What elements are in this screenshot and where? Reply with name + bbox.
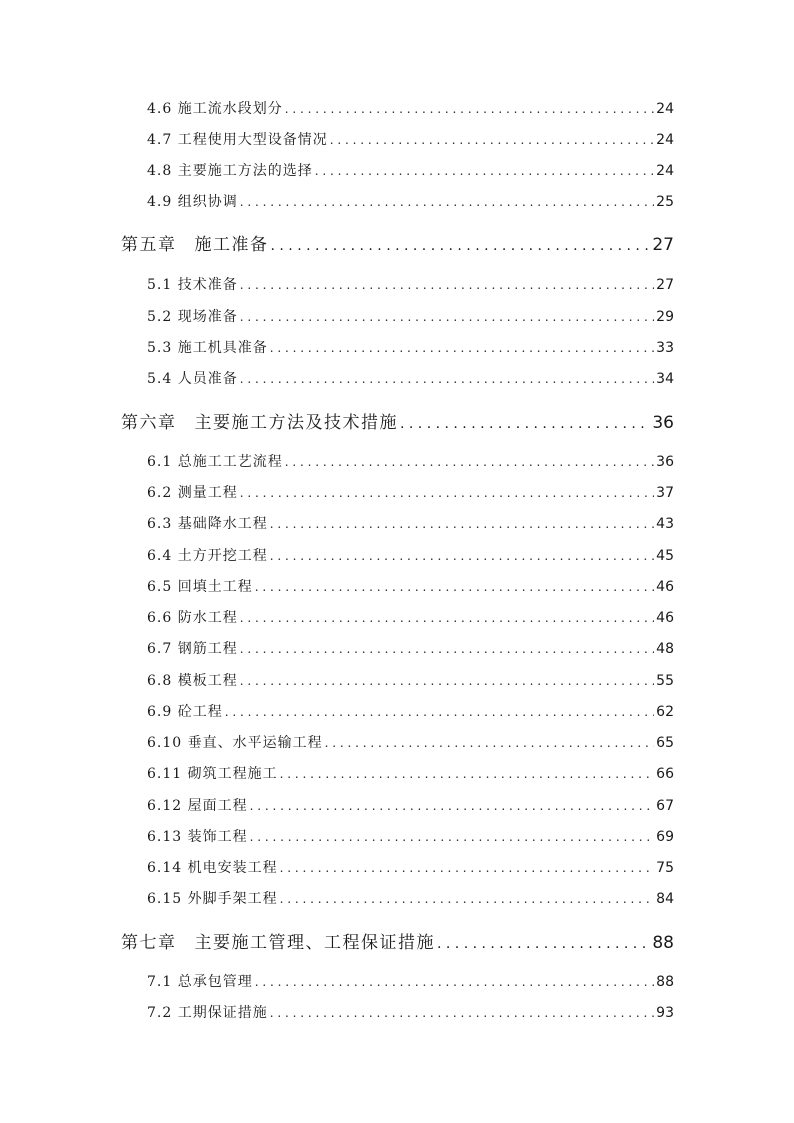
toc-entry[interactable] [147, 795, 674, 815]
dot-leader [240, 277, 654, 293]
toc-chapter-entry[interactable] [121, 230, 674, 255]
toc-page-number: 36 [652, 413, 674, 433]
toc-entry-label: 7.1 总承包管理 [147, 974, 253, 990]
toc-page-number: 46 [656, 610, 674, 626]
toc-page-number: 25 [656, 194, 674, 210]
dot-leader [250, 798, 655, 814]
toc-page-number: 66 [656, 766, 674, 782]
toc-entry[interactable] [147, 306, 674, 326]
dot-leader [325, 735, 655, 751]
toc-entry[interactable] [147, 971, 674, 991]
toc-page-number: 34 [656, 371, 674, 387]
dot-leader [285, 101, 654, 117]
toc-entry-label: 7.2 工期保证措施 [147, 1005, 268, 1021]
toc-entry-label: 6.13 装饰工程 [147, 829, 248, 845]
dot-leader [285, 454, 654, 470]
toc-entry-label: 6.14 机电安装工程 [147, 860, 278, 876]
toc-entry[interactable] [147, 826, 674, 846]
toc-chapter-label [121, 230, 269, 255]
toc-entry[interactable] [147, 732, 674, 752]
chapter-title: 主要施工管理、工程保证措施 [194, 933, 435, 953]
toc-page-number: 88 [656, 974, 674, 990]
toc-entry[interactable] [147, 888, 674, 908]
toc-entry[interactable] [147, 701, 674, 721]
toc-entry[interactable] [147, 160, 674, 180]
toc-page-number: 75 [656, 860, 674, 876]
toc-entry[interactable] [147, 1002, 674, 1022]
chapter-number: 第五章 [121, 235, 177, 255]
dot-leader [330, 132, 654, 148]
toc-page-number: 27 [652, 235, 674, 255]
toc-page-number: 27 [656, 277, 674, 293]
toc-page-number: 45 [656, 548, 674, 564]
toc-entry[interactable] [147, 638, 674, 658]
toc-chapter-label [121, 928, 435, 953]
dot-leader [225, 704, 654, 720]
dot-leader [240, 485, 654, 501]
chapter-number: 第七章 [121, 933, 177, 953]
toc-page-number: 37 [656, 485, 674, 501]
toc-page-number: 67 [656, 798, 674, 814]
dot-leader [270, 340, 654, 356]
dot-leader [437, 933, 650, 953]
toc-entry[interactable] [147, 191, 674, 211]
toc-chapter-entry[interactable] [121, 928, 674, 953]
dot-leader [250, 829, 655, 845]
toc-entry[interactable] [147, 451, 674, 471]
chapter-title: 施工准备 [194, 235, 269, 255]
dot-leader [270, 548, 654, 564]
toc-page-number: 93 [656, 1005, 674, 1021]
toc-page-number: 24 [656, 132, 674, 148]
toc-entry[interactable] [147, 670, 674, 690]
toc-entry-label: 6.8 模板工程 [147, 673, 238, 689]
toc-page-number: 33 [656, 340, 674, 356]
toc-entry-label: 6.5 回填土工程 [147, 579, 253, 595]
dot-leader [240, 371, 654, 387]
toc-entry[interactable] [147, 129, 674, 149]
toc-page-number: 43 [656, 516, 674, 532]
toc-entry-label: 6.6 防水工程 [147, 610, 238, 626]
toc-page-number: 88 [652, 933, 674, 953]
toc-page-number: 55 [656, 673, 674, 689]
dot-leader [240, 641, 654, 657]
toc-entry-label: 6.11 砌筑工程施工 [147, 766, 278, 782]
toc-entry[interactable] [147, 576, 674, 596]
toc-page-number: 65 [656, 735, 674, 751]
toc-entry-label: 6.9 砼工程 [147, 704, 223, 720]
toc-entry-label: 5.3 施工机具准备 [147, 340, 268, 356]
dot-leader [240, 610, 654, 626]
toc-entry[interactable] [147, 513, 674, 533]
toc-page-number: 84 [656, 891, 674, 907]
toc-entry-label: 6.15 外脚手架工程 [147, 891, 278, 907]
toc-entry[interactable] [147, 337, 674, 357]
dot-leader [255, 974, 654, 990]
toc-page-number: 46 [656, 579, 674, 595]
chapter-title: 主要施工方法及技术措施 [194, 413, 398, 433]
toc-page-number: 24 [656, 101, 674, 117]
toc-entry-label: 5.2 现场准备 [147, 309, 238, 325]
toc-chapter-label [121, 408, 398, 433]
dot-leader [280, 766, 655, 782]
toc-entry[interactable] [147, 482, 674, 502]
dot-leader [280, 860, 655, 876]
toc-entry-label: 6.3 基础降水工程 [147, 516, 268, 532]
toc-entry-label: 6.10 垂直、水平运输工程 [147, 735, 323, 751]
toc-entry-label: 5.4 人员准备 [147, 371, 238, 387]
dot-leader [280, 891, 655, 907]
dot-leader [270, 516, 654, 532]
dot-leader [240, 673, 654, 689]
toc-chapter-entry[interactable] [121, 408, 674, 433]
dot-leader [315, 163, 654, 179]
toc-entry-label: 4.6 施工流水段划分 [147, 101, 283, 117]
chapter-number: 第六章 [121, 413, 177, 433]
dot-leader [255, 579, 654, 595]
toc-entry-label: 6.4 土方开挖工程 [147, 548, 268, 564]
toc-entry[interactable] [147, 368, 674, 388]
toc-entry-label: 6.1 总施工工艺流程 [147, 454, 283, 470]
toc-entry[interactable] [147, 274, 674, 294]
toc-entry[interactable] [147, 763, 674, 783]
toc-entry[interactable] [147, 857, 674, 877]
dot-leader [400, 413, 650, 433]
toc-entry[interactable] [147, 545, 674, 565]
toc-entry-label: 5.1 技术准备 [147, 277, 238, 293]
toc-page-number: 48 [656, 641, 674, 657]
toc-entry-label: 6.2 测量工程 [147, 485, 238, 501]
toc-page-number: 36 [656, 454, 674, 470]
toc-entry-label: 6.7 钢筋工程 [147, 641, 238, 657]
dot-leader [240, 309, 654, 325]
dot-leader [270, 1005, 654, 1021]
toc-entry-label: 4.8 主要施工方法的选择 [147, 163, 313, 179]
toc-entry[interactable] [147, 607, 674, 627]
dot-leader [240, 194, 654, 210]
toc-page-number: 29 [656, 309, 674, 325]
toc-page-number: 69 [656, 829, 674, 845]
dot-leader [271, 235, 651, 255]
toc-entry[interactable] [147, 98, 674, 118]
toc-page-number: 62 [656, 704, 674, 720]
toc-entry-label: 4.9 组织协调 [147, 194, 238, 210]
toc-entry-label: 4.7 工程使用大型设备情况 [147, 132, 328, 148]
toc-page-number: 24 [656, 163, 674, 179]
toc-entry-label: 6.12 屋面工程 [147, 798, 248, 814]
